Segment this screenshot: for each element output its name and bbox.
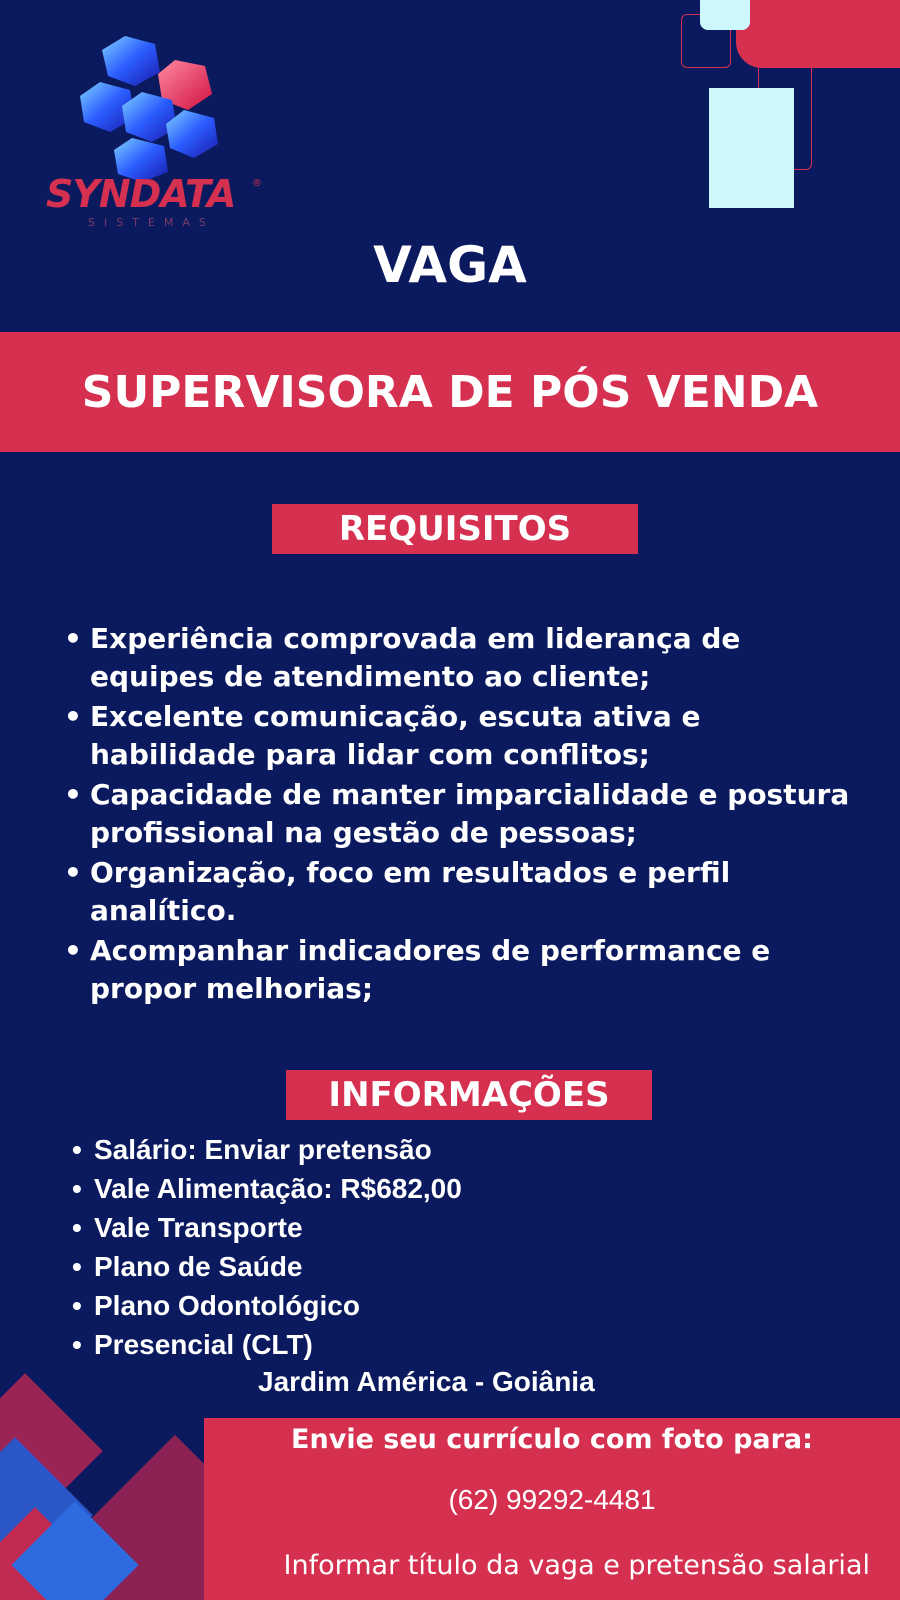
decor-light-rect bbox=[709, 88, 794, 208]
logo-wordmark: SYNDATA bbox=[46, 172, 236, 216]
list-item: • Capacidade de manter imparcialidade e postura profissional na gestão de pessoas; bbox=[64, 776, 864, 852]
job-title: SUPERVISORA DE PÓS VENDA bbox=[81, 366, 819, 418]
list-item: • Vale Transporte bbox=[72, 1208, 772, 1247]
contact-phone[interactable]: (62) 99292-4481 bbox=[448, 1484, 656, 1515]
vacancy-kicker: VAGA bbox=[373, 236, 527, 294]
info-list bbox=[72, 1130, 772, 1364]
logo-registered-mark: ® bbox=[252, 178, 262, 189]
decor-light-square bbox=[700, 0, 750, 30]
requirements-heading: REQUISITOS bbox=[272, 504, 638, 554]
list-item: • Acompanhar indicadores de performance e propor melhorias; bbox=[64, 932, 864, 1008]
job-title-band bbox=[0, 332, 900, 452]
list-item: • Organização, foco em resultados e perfil analítico. bbox=[64, 854, 864, 930]
list-item: • Plano de Saúde bbox=[72, 1247, 772, 1286]
list-item: • Presencial (CLT) bbox=[72, 1325, 772, 1364]
list-item: • Salário: Enviar pretensão bbox=[72, 1130, 772, 1169]
info-heading: INFORMAÇÕES bbox=[286, 1070, 652, 1120]
logo-subtitle: SISTEMAS bbox=[88, 216, 215, 229]
contact-heading: Envie seu currículo com foto para: bbox=[291, 1424, 813, 1455]
list-item: • Excelente comunicação, escuta ativa e habilidade para lidar com conflitos; bbox=[64, 698, 864, 774]
list-item: • Vale Alimentação: R$682,00 bbox=[72, 1169, 772, 1208]
requirements-list bbox=[64, 620, 864, 1010]
list-item: • Plano Odontológico bbox=[72, 1286, 772, 1325]
syndata-logo-icon bbox=[80, 34, 240, 184]
contact-note: Informar título da vaga e pretensão salarial bbox=[283, 1550, 870, 1581]
list-item: • Experiência comprovada em liderança de equipes de atendimento ao cliente; bbox=[64, 620, 864, 696]
job-location: Jardim América - Goiânia bbox=[258, 1366, 595, 1397]
